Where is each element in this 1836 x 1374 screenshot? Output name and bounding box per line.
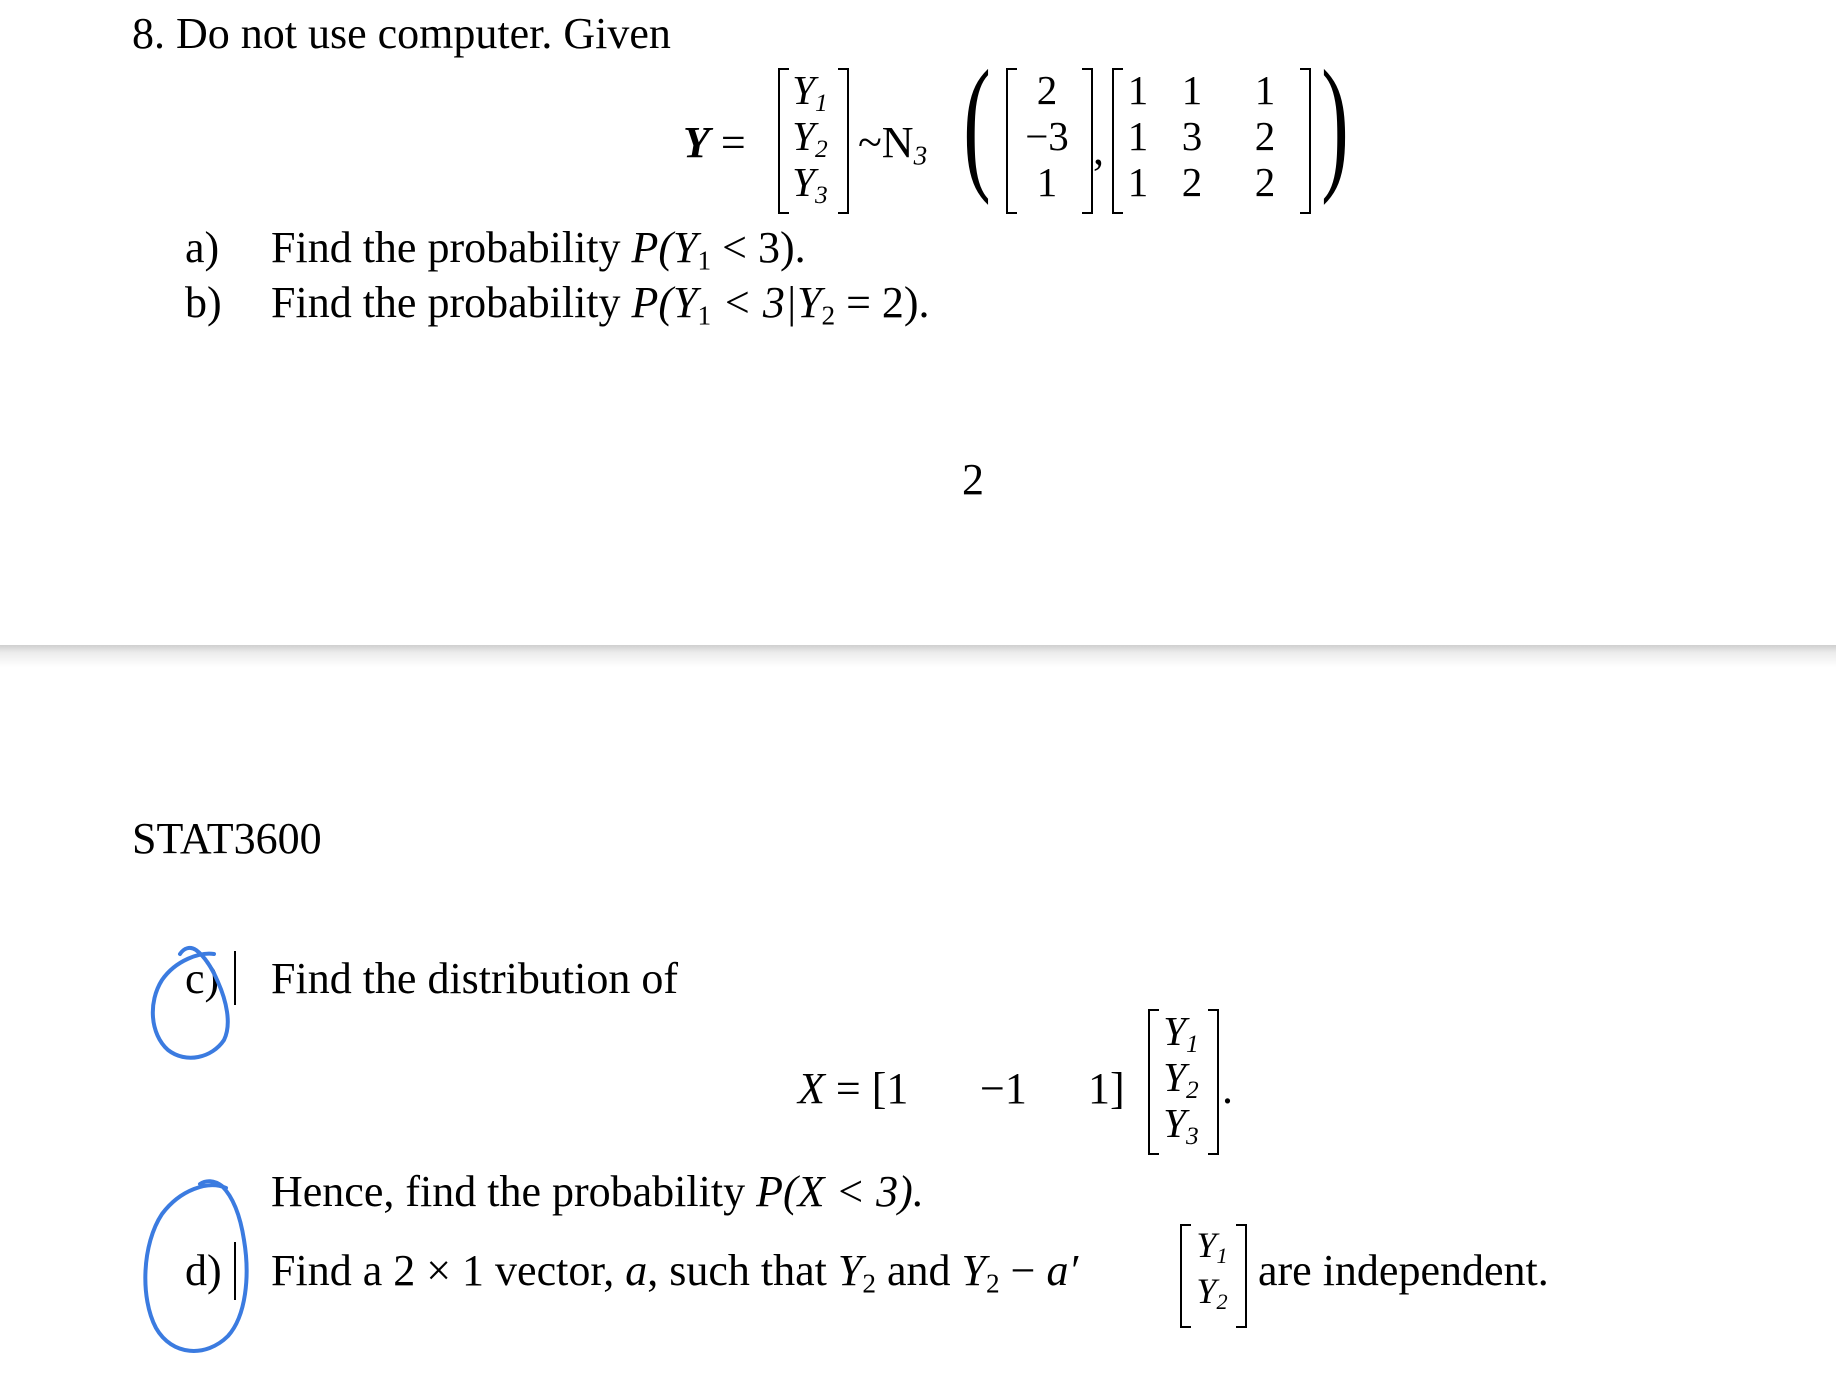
part-d-tail: are independent. (1258, 1246, 1549, 1295)
part-d-text: Find a 2 × 1 vector, a, such that $Y_2$ and $Y_2 - a'$ (271, 1246, 1079, 1299)
part-c-text: Find the distribution of (271, 954, 678, 1003)
y-vector: $Y_1$ $Y_2$ $Y_3$ (792, 67, 828, 210)
circle-d-annotation (145, 1181, 246, 1351)
normal-distribution-symbol: $\sim N_3$ (858, 118, 928, 171)
d-y-vector: $Y_1$ $Y_2$ (1196, 1225, 1228, 1315)
right-paren: ) (1321, 40, 1349, 206)
part-a-text: Find the probability $P(Y_1 < 3)$. (271, 223, 806, 276)
part-d-label: d) (185, 1246, 222, 1295)
x-y-vector: $Y_1$ $Y_2$ $Y_3$ (1163, 1008, 1199, 1151)
part-b-label: b) (185, 278, 222, 327)
part-b-text: Find the probability $P(Y_1 < 3|Y_2 = 2)$. (271, 278, 930, 331)
course-code: STAT3600 (132, 814, 322, 863)
part-a-label: a) (185, 223, 220, 272)
covariance-matrix: 1 1 1 1 3 2 1 2 2 (1127, 67, 1276, 205)
comma: , (1093, 125, 1104, 174)
circle-c-annotation (153, 948, 228, 1058)
x-definition: X = [1 (798, 1064, 909, 1113)
page-number: 2 (962, 455, 984, 504)
left-paren: ( (963, 40, 991, 206)
part-c-label: c) (185, 954, 220, 1003)
question-header: 8. Do not use computer. Given (132, 9, 671, 58)
row-vector-end: 1] (1088, 1064, 1125, 1113)
mean-vector: 2 −3 1 (1025, 67, 1069, 205)
x-period: . (1222, 1064, 1233, 1113)
y-vector-label: Y = (683, 118, 746, 167)
row-vector-middle: −1 (980, 1064, 1027, 1113)
hence-text: Hence, find the probability P(X < 3). (271, 1167, 924, 1216)
